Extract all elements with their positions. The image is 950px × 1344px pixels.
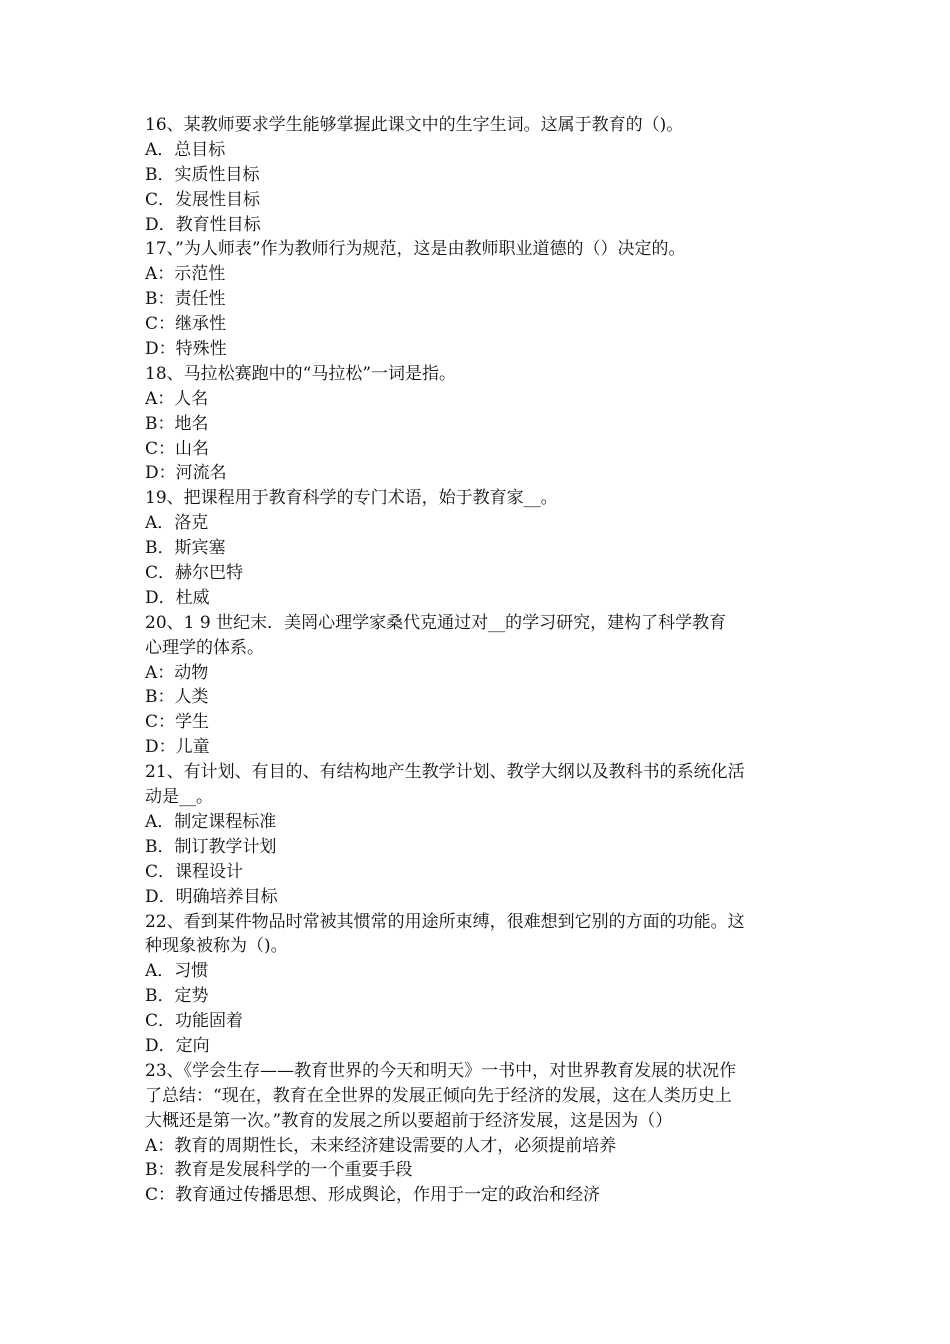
q17-option-c: C：继承性	[145, 314, 227, 335]
q18-option-b: B：地名	[145, 413, 209, 434]
q23-option-b: B：教育是发展科学的一个重要手段	[145, 1160, 413, 1181]
q22-option-c: C．功能固着	[145, 1011, 244, 1032]
q21-option-a: A．制定课程标准	[145, 811, 277, 832]
q20-option-d: D：儿童	[145, 737, 210, 758]
q23-option-c: C：教育通过传播思想、形成舆论，作用于一定的政治和经济	[145, 1185, 601, 1206]
question-19: 19、把课程用于教育科学的专门术语，始于教育家__。	[145, 488, 558, 509]
q21-option-b: B．制订教学计划	[145, 836, 277, 857]
question-17: 17、”为人师表”作为教师行为规范，这是由教师职业道德的（）决定的。	[145, 239, 686, 260]
q19-option-a: A．洛克	[145, 513, 209, 534]
q17-option-b: B：责任性	[145, 289, 226, 310]
question-20-line-1: 20、1 9 世纪末．美罔心理学家桑代克通过对__的学习研究，建构了科学教育	[145, 612, 727, 633]
q19-option-d: D．杜威	[145, 587, 210, 608]
q17-option-a: A：示范性	[145, 264, 226, 285]
question-18: 18、马拉松赛跑中的“马拉松”一词是指。	[145, 363, 457, 384]
q18-option-d: D：河流名	[145, 463, 227, 484]
q21-option-d: D．明确培养目标	[145, 886, 278, 907]
q23-option-a: A：教育的周期性长，未来经济建设需要的人才，必须提前培养	[145, 1135, 617, 1156]
question-23-line-2: 了总结：“现在，教育在全世界的发展正倾向先于经济的发展，这在人类历史上	[145, 1085, 732, 1106]
q20-option-a: A：动物	[145, 662, 209, 683]
question-23-line-3: 大概还是第一次。”教育的发展之所以要超前于经济发展，这是因为（）	[145, 1110, 673, 1131]
q21-option-c: C．课程设计	[145, 861, 244, 882]
q17-option-d: D：特殊性	[145, 339, 227, 360]
question-22-line-1: 22、看到某件物品时常被其惯常的用途所束缚，很难想到它别的方面的功能。这	[145, 911, 745, 932]
q16-option-b: B．实质性目标	[145, 164, 260, 185]
question-16: 16、某教师要求学生能够掌握此课文中的生字生词。这属于教育的（)。	[145, 115, 684, 135]
q20-option-b: B：人类	[145, 687, 209, 708]
question-21-line-2: 动是__。	[145, 787, 213, 808]
q22-option-a: A．习惯	[145, 961, 209, 982]
q22-option-b: B．定势	[145, 986, 209, 1007]
q19-option-c: C．赫尔巴特	[145, 563, 244, 584]
question-23-line-1: 23、《学会生存——教育世界的今天和明天》一书中，对世界教育发展的状况作	[145, 1060, 737, 1081]
q18-option-c: C：山名	[145, 438, 210, 459]
question-20-line-2: 心理学的体系。	[145, 637, 264, 658]
q16-option-d: D．教育性目标	[145, 214, 261, 235]
q16-option-a: A．总目标	[145, 139, 226, 160]
question-22-line-2: 种现象被称为（)。	[145, 936, 288, 957]
q16-option-c: C．发展性目标	[145, 189, 261, 210]
document-page	[145, 113, 825, 1208]
q19-option-b: B．斯宾塞	[145, 538, 226, 559]
q18-option-a: A：人名	[145, 388, 209, 409]
question-21-line-1: 21、有计划、有目的、有结构地产生教学计划、教学大纲以及教科书的系统化活	[145, 762, 745, 783]
q22-option-d: D．定向	[145, 1035, 210, 1056]
q20-option-c: C：学生	[145, 712, 210, 733]
